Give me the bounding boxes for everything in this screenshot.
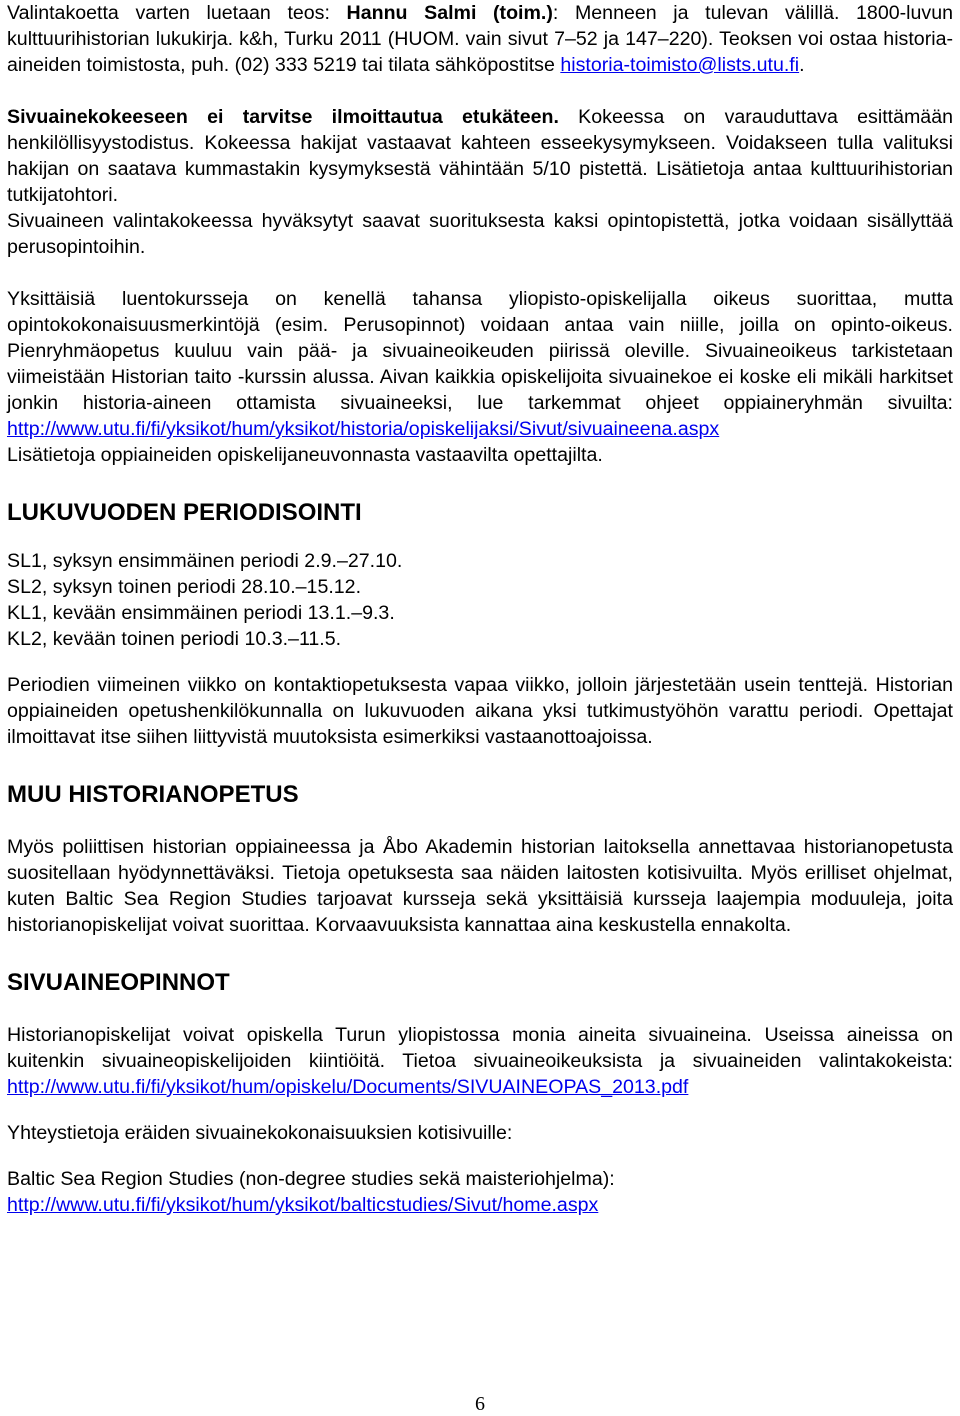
minor-studies-heading: SIVUAINEOPINNOT [7,969,230,996]
intro-paragraph-3: Sivuaineen valintakokeessa hyväksytyt saavat suorituksesta kaksi opintopistettä, jotka voidaan sisällyttää perusopintoihin. [7,210,953,258]
intro-text-cont: : Menneen ja tulevan välillä. 1800-luvun kulttuurihistorian lukukirja. k&h, Turku 2011 (HUOM. vain sivut 7–52 ja 147–220). Teoksen voi ostaa historia-aineiden toimistosta, puh. (02) 333 5219 tai tilata sähköpostitse [7,2,953,76]
book-title: Hannu Salmi (toim.) [346,2,553,24]
period-item: KL2, kevään toinen periodi 10.3.–11.5. [7,628,342,650]
email-link[interactable]: historia-toimisto@lists.utu.fi [560,54,800,76]
registration-note: Sivuainekokeeseen ei tarvitse ilmoittautua etukäteen. [7,106,559,128]
document-page [7,0,953,1218]
periods-heading: LUKUVUODEN PERIODISOINTI [7,499,362,526]
intro-paragraph-4 [7,286,953,442]
contacts-text: Yhteystietoja eräiden sivuainekokonaisuuksien kotisivuille: [7,1122,513,1144]
baltic-text: Baltic Sea Region Studies (non-degree studies sekä maisteriohjelma): [7,1168,615,1190]
intro-text: Valintakoetta varten luetaan teos: [7,2,347,24]
exam-details: Kokeessa on varauduttava esittämään henkilöllisyystodistus. Kokeessa hakijat vastaavat kahteen esseekysymykseen. Voidakseen tulla valituksi hakijan on saatava kummastakin kysymyksestä vähintään 5/10 pistettä. Lisätietoja antaa kulttuurihistorian tutkijatohtori. [7,106,953,206]
other-teaching-heading: MUU HISTORIANOPETUS [7,781,299,808]
periods-list [7,548,953,652]
page-number: 6 [475,1393,485,1415]
period-item: SL2, syksyn toinen periodi 28.10.–15.12. [7,576,362,598]
intro-end: . [799,54,805,76]
other-teaching-text: Myös poliittisen historian oppiaineessa ja Åbo Akademin historian laitoksella annettavaa historianopetusta suositellaan hyödynnettäväksi. Tietoja opetuksesta saa näiden laitosten kotisivuilta. Myös erilliset ohjelmat, kuten Baltic Sea Region Studies tarjoavat kursseja sekä yksittäisiä kursseja laajempia moduuleja, joita historianopiskelijat voivat suorittaa. Korvaavuuksista kannattaa aina keskustella ennakolta. [7,836,953,936]
periods-note: Periodien viimeinen viikko on kontaktiopetuksesta vapaa viikko, jolloin järjestetään usein tenttejä. Historian oppiaineiden opetushenkilökunnalla on lukuvuoden aikana yksi tutkimustyöhön varattu periodi. Opettajat ilmoittavat itse siihen liittyvistä muutoksista esimerkiksi vastaanottoajoissa. [7,674,953,748]
intro-paragraph-1 [7,0,953,78]
minor-guide-link[interactable]: http://www.utu.fi/fi/yksikot/hum/opiskelu/Documents/SIVUAINEOPAS_2013.pdf [7,1076,689,1098]
minor-subject-link[interactable]: http://www.utu.fi/fi/yksikot/hum/yksikot/historia/opiskelijaksi/Sivut/sivuaineena.aspx [7,418,720,440]
minor-studies-text [7,1022,953,1100]
course-rights-text: Yksittäisiä luentokursseja on kenellä tahansa yliopisto-opiskelijalla oikeus suorittaa, mutta opintokokonaisuusmerkintöjä (esim. Perusopinnot) voidaan antaa vain niille, joilla on opinto-oikeus. Pienryhmäopetus kuuluu vain pää- ja sivuaineoikeuden piirissä oleville. Sivuaineoikeus tarkistetaan viimeistään Historian taito -kurssin alussa. Aivan kaikkia opiskelijoita sivuainekoe ei koske eli mikäli harkitset jonkin historia-aineen ottamista sivuaineeksi, lue tarkemmat ohjeet oppiaineryhmän sivuilta: [7,288,953,414]
baltic-studies-link[interactable]: http://www.utu.fi/fi/yksikot/hum/yksikot/balticstudies/Sivut/home.aspx [7,1194,599,1216]
minor-studies-info: Historianopiskelijat voivat opiskella Turun yliopistossa monia aineita sivuaineina. Useissa aineissa on kuitenkin sivuaineopiskelijoiden kiintiöitä. Tietoa sivuaineoikeuksista ja sivuaineiden valintakokeista: [7,1024,953,1072]
period-item: SL1, syksyn ensimmäinen periodi 2.9.–27.10. [7,550,403,572]
intro-paragraph-2 [7,104,953,208]
intro-paragraph-5: Lisätietoja oppiaineiden opiskelijaneuvonnasta vastaavilta opettajilta. [7,444,603,466]
period-item: KL1, kevään ensimmäinen periodi 13.1.–9.3. [7,602,395,624]
